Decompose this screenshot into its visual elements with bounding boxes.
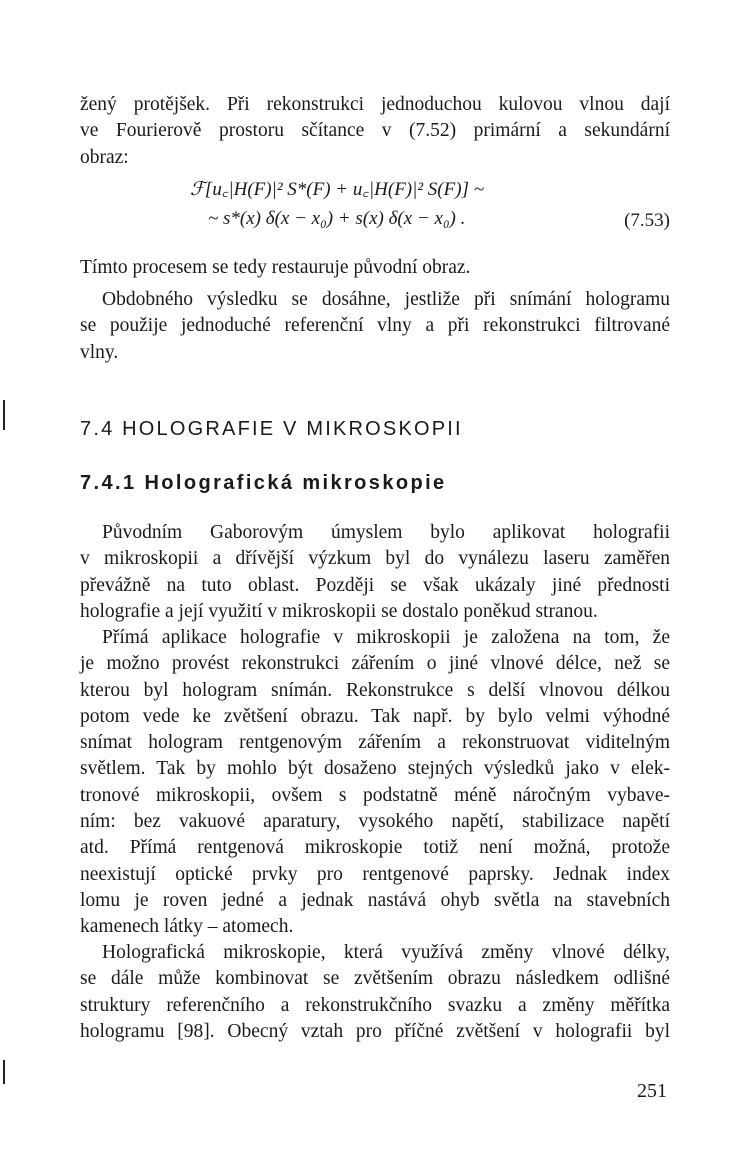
binding-mark: [3, 1060, 5, 1084]
text-line: obraz:: [80, 146, 129, 168]
text-line: světlem. Tak by mohlo být dosaženo stejných výsledků jako v elek-: [80, 758, 670, 780]
text-line: hologramu [98]. Obecný vztah pro příčné zvětšení v holografii byl: [80, 1020, 670, 1042]
section-heading: 7.4 HOLOGRAFIE V MIKROSKOPII: [80, 418, 463, 440]
text-line: lomu je roven jedné a jednak nastává ohyb světla na stavebních: [80, 889, 670, 911]
equation-number: (7.53): [624, 210, 670, 231]
text-line: snímat hologram rentgenovým zářením a rekonstruovat viditelným: [80, 732, 670, 754]
text-line: kterou byl hologram snímán. Rekonstrukce s delší vlnovou délkou: [80, 679, 670, 701]
text-line: neexistují optické prvky pro rentgenové paprsky. Jednak index: [80, 863, 670, 885]
paragraph-holographic: [80, 940, 670, 1045]
paragraph-intro: [80, 92, 670, 171]
text-line: je možno provést rekonstrukci zářením o jiné vlnové délce, než se: [80, 653, 670, 675]
text-line: Původním Gaborovým úmyslem bylo aplikovat holografii: [102, 522, 670, 543]
text-line: se dále může kombinovat se zvětšením obrazu následkem odlišné: [80, 968, 670, 990]
text-line: Holografická mikroskopie, která využívá změny vlnové délky,: [102, 942, 670, 963]
text-line: kamenech látky – atomech.: [80, 916, 294, 938]
text-line: Tímto procesem se tedy restauruje původní obraz.: [80, 257, 471, 278]
text-line: vlny.: [80, 341, 119, 363]
text-line: atd. Přímá rentgenová mikroskopie totiž není možná, protože: [80, 837, 670, 859]
text-line: tronové mikroskopii, ovšem s podstatně méně náročným vybave-: [80, 784, 670, 806]
text-line: holografie a její využití v mikroskopii se dostalo poněkud stranou.: [80, 600, 598, 622]
equation-line-2: ~ s*(x) δ(x − x₀) + s(x) δ(x − x₀) .: [208, 208, 466, 229]
text-line: struktury referenčního a rekonstrukčního svazku a změny měřítka: [80, 994, 670, 1016]
text-line: převážně na tuto oblast. Později se však ukázaly jiné přednosti: [80, 574, 670, 596]
text-line: žený protějšek. Při rekonstrukci jednoduchou kulovou vlnou dají: [80, 94, 670, 115]
paragraph-result: [80, 255, 670, 281]
text-line: Přímá aplikace holografie v mikroskopii je založena na tom, že: [102, 627, 670, 648]
equation-line-1: ℱ[u꜀|H(F)|² S*(F) + u꜀|H(F)|² S(F)] ~: [190, 179, 484, 200]
paragraph-direct: [80, 625, 670, 941]
page-number: 251: [637, 1080, 667, 1102]
paragraph-gabor: [80, 520, 670, 625]
text-line: potom vede ke zvětšení obrazu. Tak např. by bylo velmi výhodné: [80, 705, 670, 727]
text-line: se použije jednoduché referenční vlny a při rekonstrukci filtrované: [80, 315, 670, 337]
text-line: ním: bez vakuové aparatury, vysokého napětí, stabilizace napětí: [80, 811, 670, 833]
text-line: v mikroskopii a dřívější výzkum byl do vynálezu laseru zaměřen: [80, 548, 670, 570]
text-line: ve Fourierově prostoru sčítance v (7.52) primární a sekundární: [80, 120, 670, 142]
subsection-heading: 7.4.1 Holografická mikroskopie: [80, 472, 447, 494]
text-line: Obdobného výsledku se dosáhne, jestliže při snímání hologramu: [102, 289, 670, 310]
paragraph-similar: [80, 287, 670, 366]
binding-mark: [3, 400, 5, 430]
